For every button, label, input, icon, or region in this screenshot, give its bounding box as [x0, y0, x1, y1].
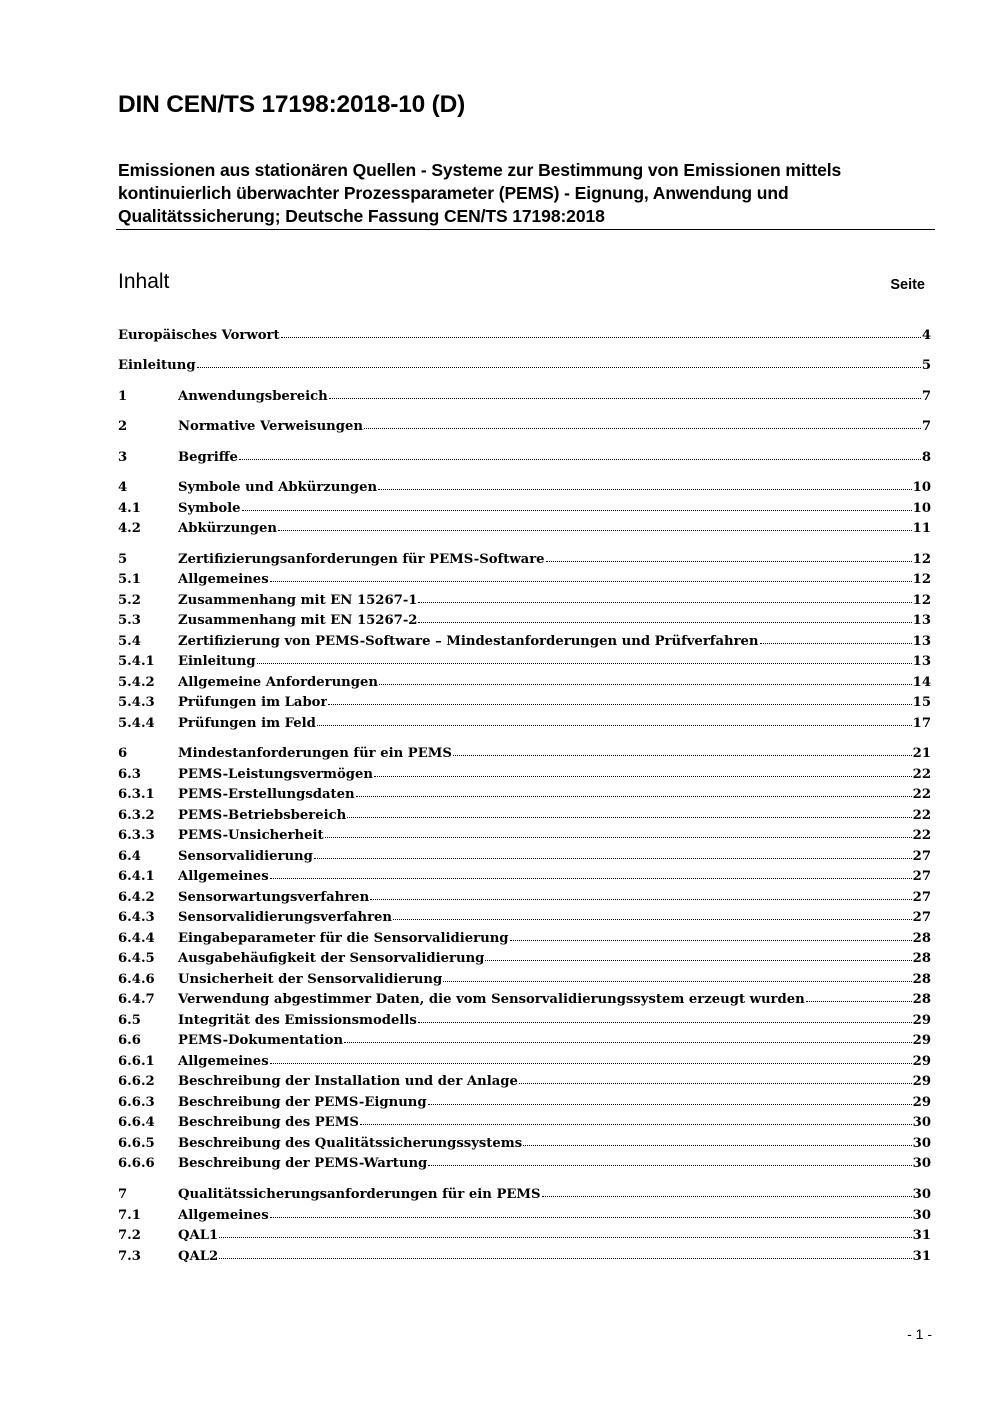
toc-entry-page: 8	[921, 450, 931, 465]
toc-entry[interactable]	[118, 970, 931, 990]
toc-dot-leader	[364, 428, 921, 429]
toc-entry-number: 5.4.2	[118, 675, 155, 690]
toc-entry-number: 6	[118, 746, 128, 761]
toc-dot-leader	[239, 459, 921, 460]
toc-entry[interactable]	[118, 356, 931, 376]
toc-entry[interactable]	[118, 519, 931, 539]
toc-entry[interactable]	[118, 1052, 931, 1072]
toc-dot-leader	[374, 776, 912, 777]
toc-entry-page: 4	[921, 328, 931, 343]
toc-entry-page: 10	[912, 501, 931, 516]
toc-entry-title: Eingabeparameter für die Sensorvalidierung	[178, 931, 509, 946]
toc-page-column-label: Seite	[890, 277, 925, 293]
toc-entry[interactable]	[118, 673, 931, 693]
toc-entry[interactable]	[118, 448, 931, 468]
toc-entry-title: Allgemeines	[178, 1208, 269, 1223]
page-number: - 1 -	[907, 1326, 932, 1342]
toc-entry-number: 5.4.4	[118, 716, 155, 731]
toc-entry-page: 27	[912, 869, 931, 884]
toc-entry-number: 6.4.2	[118, 890, 155, 905]
toc-entry-number: 4	[118, 480, 128, 495]
toc-dot-leader	[418, 622, 911, 623]
toc-entry-title: Verwendung abgestimmer Daten, die vom Sensorvalidierungssystem erzeugt wurden	[178, 992, 805, 1007]
toc-entry-page: 15	[912, 695, 931, 710]
toc-entry-title: Allgemeine Anforderungen	[178, 675, 378, 690]
toc-entry[interactable]	[118, 1247, 931, 1267]
toc-entry-title: Beschreibung der PEMS-Wartung	[178, 1156, 428, 1171]
toc-entry-page: 30	[912, 1136, 931, 1151]
toc-entry-number: 4.1	[118, 501, 141, 516]
toc-entry[interactable]	[118, 888, 931, 908]
toc-entry-number: 7.1	[118, 1208, 141, 1223]
toc-dot-leader	[197, 367, 921, 368]
toc-entry-page: 13	[912, 634, 931, 649]
toc-entry-title: Ausgabehäufigkeit der Sensorvalidierung	[178, 951, 485, 966]
toc-dot-leader	[219, 1258, 911, 1259]
toc-entry[interactable]	[118, 1113, 931, 1133]
toc-entry-number: 6.4	[118, 849, 141, 864]
toc-dot-leader	[270, 581, 912, 582]
toc-entry-page: 30	[912, 1115, 931, 1130]
toc-dot-leader	[379, 684, 912, 685]
toc-entry-page: 28	[912, 992, 931, 1007]
toc-dot-leader	[328, 704, 911, 705]
toc-entry-page: 10	[912, 480, 931, 495]
toc-entry-number: 6.4.4	[118, 931, 155, 946]
toc-entry-number: 6.6.6	[118, 1156, 155, 1171]
toc-entry-page: 29	[912, 1013, 931, 1028]
toc-entry-title: Beschreibung des Qualitätssicherungssystems	[178, 1136, 523, 1151]
toc-entry-page: 28	[912, 951, 931, 966]
toc-entry-number: 6.4.1	[118, 869, 155, 884]
toc-entry-title: Zusammenhang mit EN 15267-1	[178, 593, 418, 608]
toc-dot-leader	[760, 643, 912, 644]
toc-dot-leader	[523, 1145, 912, 1146]
toc-entry-title: Integrität des Emissionsmodells	[178, 1013, 417, 1028]
toc-entry-number: 6.6.1	[118, 1054, 155, 1069]
toc-dot-leader	[546, 561, 912, 562]
toc-entry-title: Allgemeines	[178, 869, 269, 884]
toc-entry-page: 29	[912, 1074, 931, 1089]
toc-entry[interactable]	[118, 908, 931, 928]
toc-entry[interactable]	[118, 1154, 931, 1174]
toc-entry-title: Begriffe	[178, 450, 238, 465]
toc-entry[interactable]	[118, 478, 931, 498]
toc-entry-title: Abkürzungen	[178, 521, 277, 536]
toc-dot-leader	[485, 960, 911, 961]
toc-entry[interactable]	[118, 1206, 931, 1226]
toc-entry-title: Anwendungsbereich	[178, 389, 328, 404]
toc-entry[interactable]	[118, 847, 931, 867]
toc-entry-title: Sensorvalidierung	[178, 849, 313, 864]
toc-entry-number: 5.4	[118, 634, 141, 649]
toc-entry-title: PEMS-Dokumentation	[178, 1033, 344, 1048]
toc-entry-title: QAL1	[178, 1228, 219, 1243]
toc-dot-leader	[270, 1063, 912, 1064]
toc-entry[interactable]	[118, 867, 931, 887]
toc-entry-title: Allgemeines	[178, 1054, 269, 1069]
toc-dot-leader	[519, 1083, 912, 1084]
toc-entry-title: Zertifizierungsanforderungen für PEMS-Software	[178, 552, 545, 567]
toc-dot-leader	[257, 663, 912, 664]
toc-entry-number: 5.1	[118, 572, 141, 587]
toc-entry[interactable]	[118, 326, 931, 346]
toc-entry-page: 22	[912, 808, 931, 823]
toc-entry-number: 6.5	[118, 1013, 141, 1028]
toc-dot-leader	[219, 1237, 911, 1238]
toc-entry-number: 6.4.6	[118, 972, 155, 987]
toc-entry-page: 31	[912, 1228, 931, 1243]
toc-dot-leader	[356, 796, 912, 797]
toc-entry-page: 12	[912, 593, 931, 608]
toc-dot-leader	[378, 489, 912, 490]
toc-dot-leader	[344, 1042, 912, 1043]
toc-entry-page: 17	[912, 716, 931, 731]
toc-entry-title: Allgemeines	[178, 572, 269, 587]
toc-entry-page: 29	[912, 1033, 931, 1048]
toc-entry[interactable]	[118, 1031, 931, 1051]
toc-entry-number: 3	[118, 450, 128, 465]
toc-entry-page: 29	[912, 1095, 931, 1110]
toc-entry-title: Zertifizierung von PEMS-Software – Mindestanforderungen und Prüfverfahren	[178, 634, 759, 649]
toc-entry[interactable]	[118, 387, 931, 407]
toc-entry-page: 14	[912, 675, 931, 690]
toc-dot-leader	[370, 899, 911, 900]
toc-entry-number: 6.4.7	[118, 992, 155, 1007]
toc-entry-page: 5	[921, 358, 931, 373]
toc-entry-title: Beschreibung des PEMS	[178, 1115, 359, 1130]
toc-entry-title: Prüfungen im Labor	[178, 695, 328, 710]
toc-entry-number: 6.3.2	[118, 808, 155, 823]
toc-entry-title: QAL2	[178, 1249, 219, 1264]
toc-entry-title: PEMS-Betriebsbereich	[178, 808, 347, 823]
toc-entry-number: 5.2	[118, 593, 141, 608]
toc-entry[interactable]	[118, 990, 931, 1010]
toc-entry-page: 27	[912, 890, 931, 905]
toc-entry-title: Qualitätssicherungsanforderungen für ein PEMS	[178, 1187, 541, 1202]
toc-entry-page: 21	[912, 746, 931, 761]
toc-entry-title: Mindestanforderungen für ein PEMS	[178, 746, 452, 761]
toc-entry[interactable]	[118, 826, 931, 846]
toc-entry[interactable]	[118, 652, 931, 672]
toc-dot-leader	[270, 1217, 912, 1218]
toc-dot-leader	[443, 981, 911, 982]
toc-dot-leader	[453, 755, 912, 756]
toc-entry-number: 6.6.3	[118, 1095, 155, 1110]
toc-entry-number: 6.6.4	[118, 1115, 155, 1130]
toc-entry[interactable]	[118, 1011, 931, 1031]
toc-entry-number: 6.6	[118, 1033, 141, 1048]
toc-entry-page: 11	[912, 521, 931, 536]
toc-entry-number: 6.4.3	[118, 910, 155, 925]
toc-entry[interactable]	[118, 1226, 931, 1246]
toc-entry[interactable]	[118, 570, 931, 590]
toc-entry[interactable]	[118, 611, 931, 631]
toc-entry-number: 5	[118, 552, 128, 567]
toc-dot-leader	[242, 510, 912, 511]
toc-entry-page: 30	[912, 1208, 931, 1223]
toc-entry-page: 12	[912, 572, 931, 587]
toc-entry-page: 28	[912, 931, 931, 946]
toc-entry-page: 27	[912, 910, 931, 925]
toc-entry-number: 1	[118, 389, 128, 404]
toc-dot-leader	[360, 1124, 912, 1125]
toc-entry-page: 22	[912, 828, 931, 843]
toc-entry-number: 6.3.3	[118, 828, 155, 843]
toc-entry[interactable]	[118, 929, 931, 949]
toc-entry-number: 7.3	[118, 1249, 141, 1264]
toc-dot-leader	[428, 1165, 911, 1166]
toc-entry-number: 5.4.3	[118, 695, 155, 710]
toc-entry[interactable]	[118, 1134, 931, 1154]
toc-dot-leader	[418, 602, 911, 603]
toc-entry-number: 6.3.1	[118, 787, 155, 802]
toc-entry-number: 6.4.5	[118, 951, 155, 966]
toc-entry-title: Normative Verweisungen	[178, 419, 363, 434]
toc-entry[interactable]	[118, 499, 931, 519]
toc-dot-leader	[278, 530, 912, 531]
document-subtitle: Emissionen aus stationären Quellen - Systeme zur Bestimmung von Emissionen mittels kontinuierlich überwachter Prozessparameter (PEMS) - Eignung, Anwendung und Qualitätssicherung; Deutsche Fassung CEN/TS 17198:2018	[118, 160, 842, 226]
toc-entry-title: Sensorwartungsverfahren	[178, 890, 370, 905]
document-id: DIN CEN/TS 17198:2018-10 (D)	[118, 91, 466, 118]
toc-entry-page: 29	[912, 1054, 931, 1069]
toc-dot-leader	[329, 398, 921, 399]
toc-entry-title: Beschreibung der PEMS-Eignung	[178, 1095, 427, 1110]
toc-dot-leader	[281, 337, 921, 338]
toc-dot-leader	[542, 1196, 912, 1197]
toc-entry[interactable]	[118, 714, 931, 734]
toc-entry[interactable]	[118, 1093, 931, 1113]
toc-dot-leader	[317, 725, 912, 726]
toc-entry-number: 5.4.1	[118, 654, 155, 669]
toc-entry-title: PEMS-Unsicherheit	[178, 828, 324, 843]
toc-entry-title: Symbole und Abkürzungen	[178, 480, 378, 495]
toc-dot-leader	[510, 940, 912, 941]
toc-entry-page: 12	[912, 552, 931, 567]
toc-entry-page: 7	[921, 419, 931, 434]
toc-entry-title: PEMS-Erstellungsdaten	[178, 787, 355, 802]
toc-entry-title: Einleitung	[178, 654, 256, 669]
toc-entry-title: Einleitung	[118, 358, 196, 373]
toc-entry-number: 4.2	[118, 521, 141, 536]
toc-dot-leader	[314, 858, 912, 859]
toc-entry[interactable]	[118, 1185, 931, 1205]
toc-entry-title: Prüfungen im Feld	[178, 716, 316, 731]
toc-entry[interactable]	[118, 806, 931, 826]
toc-entry-title: Europäisches Vorwort	[118, 328, 280, 343]
toc-entry-page: 22	[912, 767, 931, 782]
toc-entry-page: 7	[921, 389, 931, 404]
toc-entry[interactable]	[118, 744, 931, 764]
toc-dot-leader	[347, 817, 911, 818]
toc-dot-leader	[393, 919, 912, 920]
toc-entry-page: 30	[912, 1156, 931, 1171]
toc-entry[interactable]	[118, 785, 931, 805]
toc-entry-page: 13	[912, 654, 931, 669]
toc-entry-title: Symbole	[178, 501, 241, 516]
toc-entry[interactable]	[118, 417, 931, 437]
toc-entry[interactable]	[118, 1072, 931, 1092]
toc-entry-number: 6.3	[118, 767, 141, 782]
toc-entry-number: 6.6.5	[118, 1136, 155, 1151]
toc-entry-page: 31	[912, 1249, 931, 1264]
toc-entry-page: 27	[912, 849, 931, 864]
toc-dot-leader	[806, 1001, 912, 1002]
toc-entry-title: PEMS-Leistungsvermögen	[178, 767, 374, 782]
toc-dot-leader	[325, 837, 912, 838]
toc-entry-number: 6.6.2	[118, 1074, 155, 1089]
toc-entry-title: Sensorvalidierungsverfahren	[178, 910, 393, 925]
toc-entry-title: Beschreibung der Installation und der Anlage	[178, 1074, 518, 1089]
toc-dot-leader	[270, 878, 912, 879]
toc-entry[interactable]	[118, 591, 931, 611]
toc-entry-page: 22	[912, 787, 931, 802]
toc-entry-title: Zusammenhang mit EN 15267-2	[178, 613, 418, 628]
toc-entry[interactable]	[118, 765, 931, 785]
toc-entry[interactable]	[118, 693, 931, 713]
toc-dot-leader	[418, 1022, 912, 1023]
toc-entry-page: 13	[912, 613, 931, 628]
toc-heading: Inhalt	[118, 270, 170, 293]
toc-entry-number: 7.2	[118, 1228, 141, 1243]
toc-entry-page: 28	[912, 972, 931, 987]
toc-entry-number: 7	[118, 1187, 128, 1202]
title-divider	[116, 229, 935, 230]
toc-entry[interactable]	[118, 550, 931, 570]
toc-dot-leader	[428, 1104, 912, 1105]
toc-entry[interactable]	[118, 632, 931, 652]
toc-entry-page: 30	[912, 1187, 931, 1202]
toc-entry-number: 5.3	[118, 613, 141, 628]
toc-entry-title: Unsicherheit der Sensorvalidierung	[178, 972, 443, 987]
toc-entry-number: 2	[118, 419, 128, 434]
toc-entry[interactable]	[118, 949, 931, 969]
